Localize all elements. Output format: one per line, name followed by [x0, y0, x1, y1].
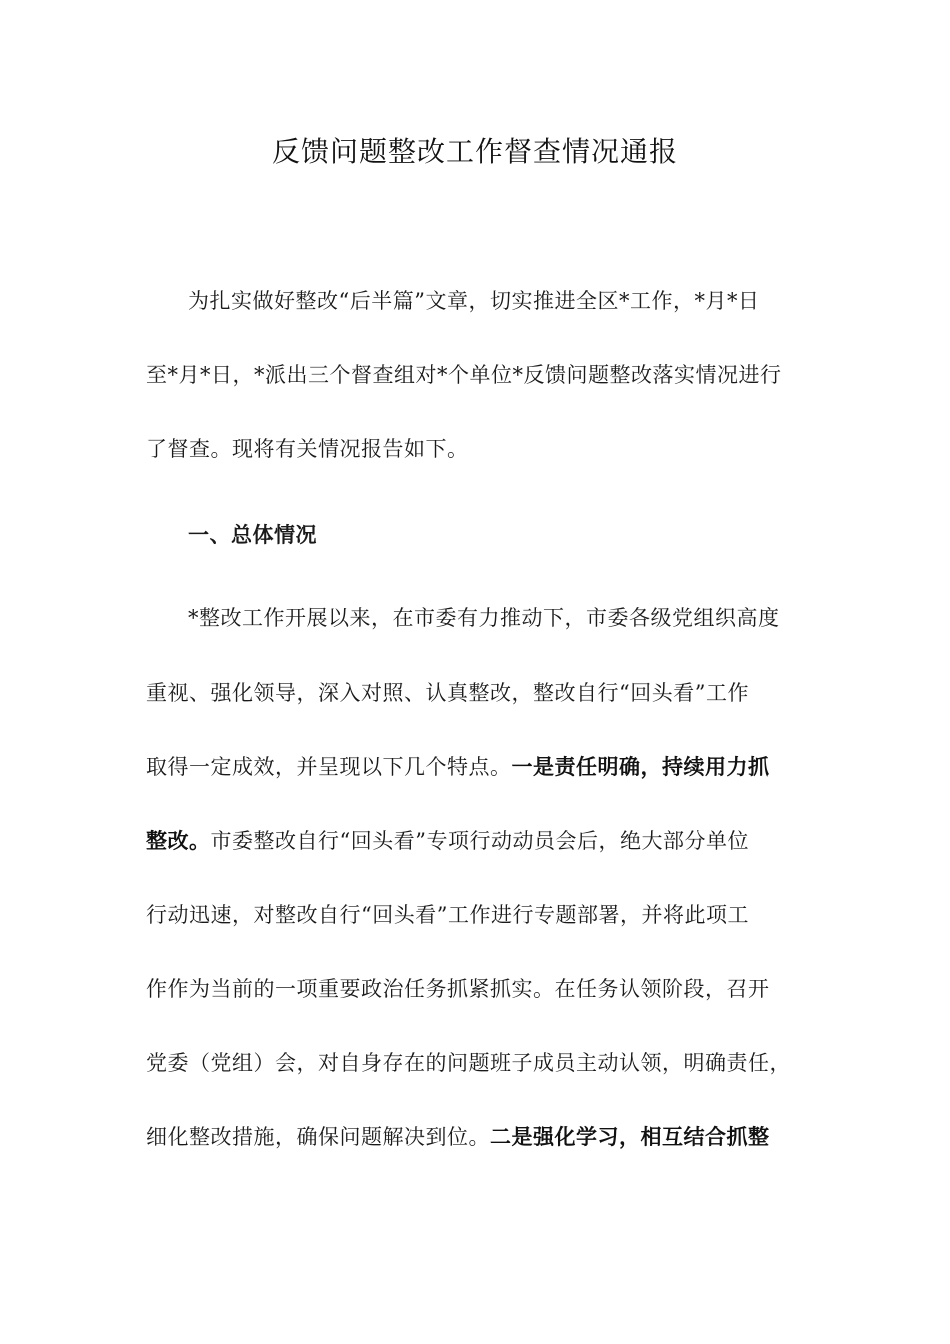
point-two-heading: 二是强化学习，相互结合抓整 [490, 1125, 770, 1149]
section-heading-overall: 一、总体情况 [188, 523, 317, 547]
paragraph-2-line-2: 重视、强化领导，深入对照、认真整改，整改自行“回头看”工作 [146, 681, 749, 705]
paragraph-2-line-4-text: 市委整改自行“回头看”专项行动动员会后，绝大部分单位 [210, 829, 749, 853]
document-title: 反馈问题整改工作督查情况通报 [271, 135, 678, 168]
paragraph-2-line-5: 行动迅速，对整改自行“回头看”工作进行专题部署，并将此项工 [146, 903, 749, 927]
point-one-heading-end: 整改。 [146, 829, 211, 853]
paragraph-2-line-3 [146, 747, 806, 787]
paragraph-1-line-1: 为扎实做好整改“后半篇”文章，切实推进全区*工作，*月*日 [188, 289, 760, 313]
paragraph-2-line-7: 党委（党组）会，对自身存在的问题班子成员主动认领，明确责任， [146, 1051, 791, 1075]
paragraph-1-line-3: 了督查。现将有关情况报告如下。 [146, 437, 469, 461]
paragraph-2-line-8-text: 细化整改措施，确保问题解决到位。 [146, 1125, 490, 1149]
paragraph-1-line-2: 至*月*日，*派出三个督查组对*个单位*反馈问题整改落实情况进行 [146, 363, 782, 387]
paragraph-2-line-3-text: 取得一定成效，并呈现以下几个特点。 [146, 755, 512, 779]
paragraph-2-line-8 [146, 1117, 806, 1157]
paragraph-2-line-4 [146, 821, 806, 861]
point-one-heading: 一是责任明确，持续用力抓 [511, 755, 770, 779]
paragraph-2-line-1: *整改工作开展以来，在市委有力推动下，市委各级党组织高度 [188, 606, 780, 630]
paragraph-2-line-6: 作作为当前的一项重要政治任务抓紧抓实。在任务认领阶段，召开 [146, 977, 770, 1001]
